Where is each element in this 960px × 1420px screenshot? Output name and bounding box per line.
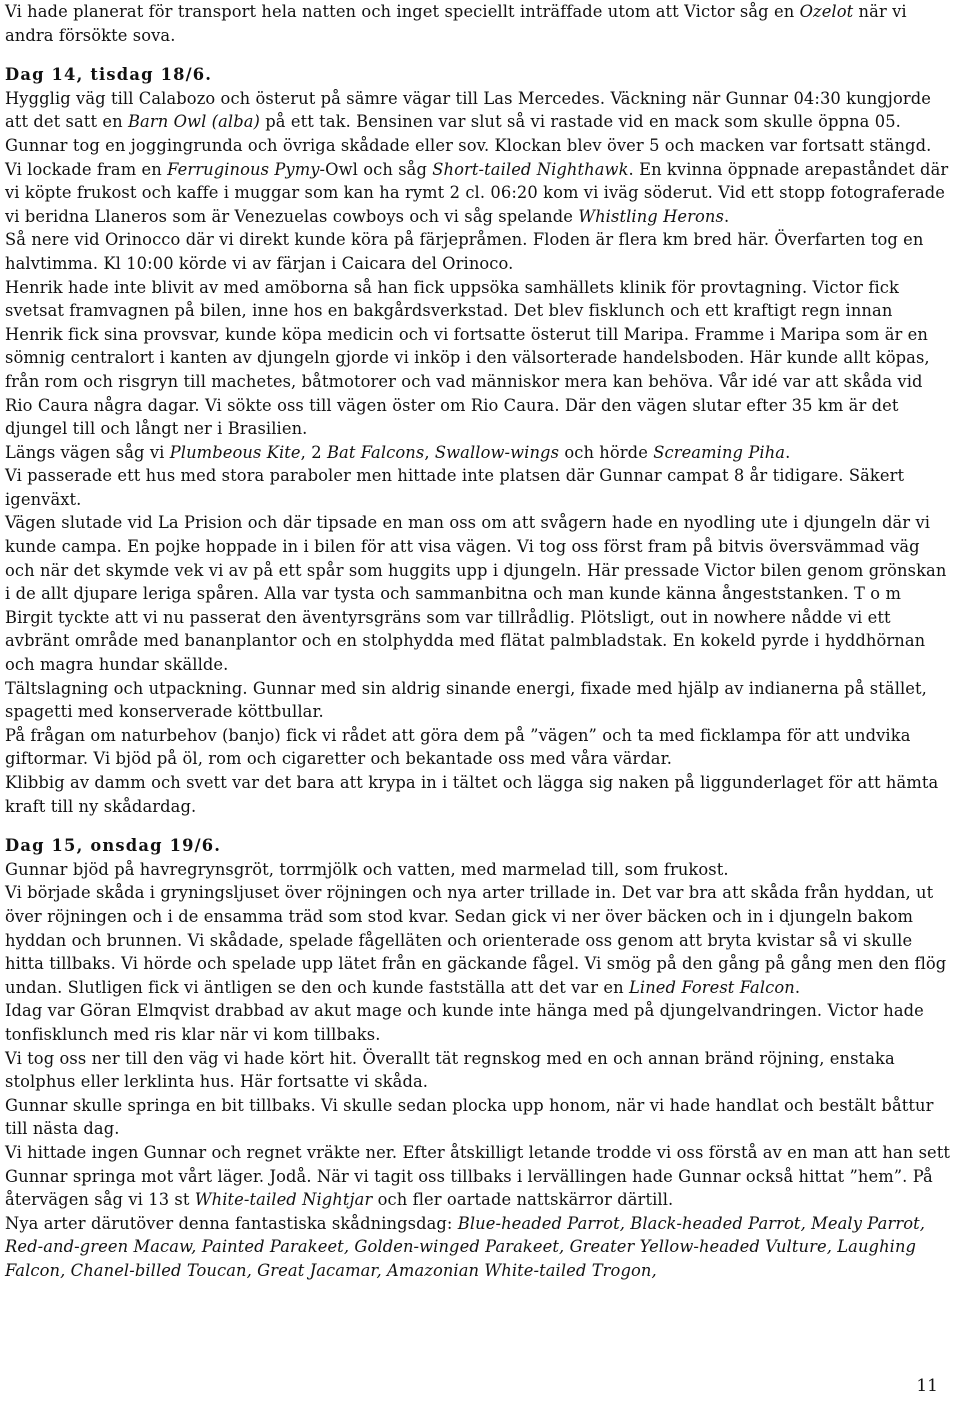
paragraph — [5, 1141, 953, 1212]
species-name: Blue-headed Parrot, Black-headed Parrot, Mealy Parrot, Red-and-green Macaw, Painted Parakeet, Golden-winged Parakeet, Greater Yellow-headed Vulture, Laughing Falcon, Chanel-billed Toucan, Great Jacamar, Amazonian White-tailed Trogon, — [5, 1213, 926, 1280]
text-run: Så nere vid Orinocco där vi direkt kunde köra på färjepråmen. Floden är flera km bred här. Överfarten tog en halvtimma. Kl 10:00 körde vi av färjan i Caicara del Orinoco. — [5, 230, 924, 273]
text-run: På frågan om naturbehov (banjo) fick vi rådet att göra dem på ”vägen” och ta med ficklampa för att undvika giftormar. Vi bjöd på öl, rom och cigaretter och bekantade oss med våra värdar. — [5, 725, 911, 769]
text-run: Dag 15, onsdag 19/6. — [5, 836, 222, 856]
text-run: Gunnar bjöd på havregrynsgröt, torrmjölk och vatten, med marmelad till, som frukost. — [5, 859, 729, 879]
species-name: Plumbeous Kite — [169, 442, 301, 462]
text-run: . En kvinna öppnade arepaståndet där vi köpte frukost och kaffe i muggar som kan ha rymt 2 cl. 06:20 kom vi iväg söderut. Vid ett stopp fotograferade vi beridna Llaneros som är Venezuelas cowboys och vi såg spelande — [5, 159, 949, 226]
paragraph — [5, 1047, 953, 1094]
text-run: Idag var Göran Elmqvist drabbad av akut mage och kunde inte hänga med på djungelvandringen. Victor hade tonfisklunch med ris klar när vi kom tillbaks. — [5, 1001, 924, 1044]
paragraph — [5, 1212, 953, 1283]
paragraph — [5, 464, 953, 511]
text-run: Vi passerade ett hus med stora paraboler men hittade inte platsen där Gunnar campat 8 år tidigare. Säkert igenväxt. — [5, 466, 905, 509]
text-run: Vi tog oss ner till den väg vi hade kört hit. Överallt tät regnskog med en och annan bränd röjning, enstaka stolphus eller lerklinta hus. Här fortsatte vi skåda. — [5, 1048, 895, 1092]
text-run: på ett tak. Bensinen var slut så vi rastade vid en mack som skulle öppna 05. Gunnar tog en joggingrunda och övriga skådade eller sov. Klockan blev över 5 och macken var fortsatt stängd. Vi lockade fram en — [5, 112, 932, 179]
paragraph — [5, 1094, 953, 1141]
species-name: Screaming Piha — [653, 442, 786, 462]
text-run: Klibbig av damm och svett var det bara att krypa in i tältet och lägga sig naken på liggunderlaget för att hämta kraft till ny skådardag. — [5, 773, 939, 816]
species-name: Short-tailed Nighthawk — [432, 159, 629, 179]
species-name: Bat Falcons — [326, 442, 425, 462]
paragraph — [5, 87, 953, 229]
paragraph — [5, 511, 953, 676]
text-run: Hygglig väg till Calabozo och österut på sämre vägar till Las Mercedes. Väckning när Gunnar 04:30 kungjorde att det satt en — [5, 88, 931, 132]
text-run: när vi andra försökte sova. — [5, 2, 907, 45]
text-run: , — [424, 442, 435, 462]
paragraph — [5, 724, 953, 771]
text-run: Vi hade planerat för transport hela natten och inget speciellt inträffade utom att Victor såg en — [5, 2, 800, 21]
text-run: -Owl och såg — [319, 159, 433, 179]
text-run: och hörde — [559, 442, 654, 462]
paragraph — [5, 677, 953, 724]
text-run: Vi hittade ingen Gunnar och regnet vräkte ner. Efter åtskilligt letande trodde vi oss förstå av en man att han sett Gunnar springa mot vårt läger. Jodå. När vi tagit oss tillbaks i lervällingen hade Gunnar också hittat ”hem”. På återvägen såg vi 13 st — [5, 1142, 951, 1210]
day-heading — [5, 834, 953, 858]
text-run: Henrik hade inte blivit av med amöborna så han fick uppsöka samhällets klinik för provtagning. Victor fick svetsat framvagnen på bilen, inne hos en bakgårdsverkstad. Det blev fisklunch och ett kraftigt regn innan Henrik fick sina provsvar, kunde köpa medicin och vi fortsatte österut till Maripa. Framme i Maripa som är en sömnig centralort i kanten av djungeln gjorde vi inköp i den välsorterade handelsboden. Här kunde allt köpas, från rom och risgryn till machetes, båtmotorer och vad människor mera kan behöva. Vår idé var att skåda vid Rio Caura några dagar. Vi sökte oss till vägen öster om Rio Caura. Där den vägen slutar efter 35 km är det djungel till och långt ner i Brasilien. — [5, 277, 930, 439]
text-run: , 2 — [300, 442, 327, 462]
body-text — [5, 0, 953, 1282]
paragraph — [5, 858, 953, 882]
species-name: Swallow-wings — [434, 442, 560, 462]
paragraph — [5, 881, 953, 999]
paragraph — [5, 276, 953, 441]
text-run: . — [785, 442, 791, 462]
paragraph — [5, 228, 953, 275]
paragraph — [5, 999, 953, 1046]
text-run: och fler oartade nattskärror därtill. — [372, 1190, 674, 1210]
paragraph — [5, 771, 953, 818]
text-run: Dag 14, tisdag 18/6. — [5, 65, 213, 85]
species-name: Whistling Herons — [578, 206, 724, 226]
text-run: Längs vägen såg vi — [5, 442, 170, 462]
text-run: Vägen slutade vid La Prision och där tipsade en man oss om att svågern hade en nyodling ute i djungeln där vi kunde campa. En pojke hoppade in i bilen för att visa vägen. Vi tog oss först fram på bitvis översvämmad väg och när det skymde vek vi av på ett spår som huggits upp i djungeln. Här pressade Victor bilen genom grönskan i de allt djupare leriga spåren. Alla var tysta och sammanbitna och man kunde känna ångeststanken. T o m Birgit tyckte att vi nu passerat den äventyrsgräns som var tillrådlig. Plötsligt, out in nowhere nådde vi ett avbränt område med bananplantor och en stolphydda med flätat palmbladstak. En kokeld pyrde i hyddhörnan och magra hundar skällde. — [5, 513, 947, 675]
text-run: Vi började skåda i gryningsljuset över röjningen och nya arter trillade in. Det var bra att skåda från hyddan, ut över röjningen och i de ensamma träd som stod kvar. Sedan gick vi ner över bäcken och in i djungeln bakom hyddan och brunnen. Vi skådade, spelade fågelläten och orienterade oss genom att bryta kvistar så vi skulle hitta tillbaks. Vi hörde och spelade upp lätet från en gäckande fågel. Vi smög på den gång på gång men den flög undan. Slutligen fick vi äntligen se den och kunde fastställa att det var en — [5, 883, 947, 997]
day-heading — [5, 63, 953, 87]
species-name: Ferruginous Pymy — [167, 159, 320, 179]
text-run: Gunnar skulle springa en bit tillbaks. Vi skulle sedan plocka upp honom, när vi hade handlat och bestält båttur till nästa dag. — [5, 1095, 934, 1139]
paragraph — [5, 0, 953, 47]
text-run: Nya arter därutöver denna fantastiska skådningsdag: — [5, 1213, 458, 1233]
species-name: Ozelot — [799, 2, 854, 21]
species-name: Barn Owl (alba) — [127, 112, 260, 132]
paragraph — [5, 441, 953, 465]
species-name: White-tailed Nightjar — [194, 1190, 373, 1210]
text-run: . — [794, 977, 801, 997]
page-number: 11 — [916, 1376, 938, 1396]
text-run: Tältslagning och utpackning. Gunnar med sin aldrig sinande energi, fixade med hjälp av indianerna på stället, spagetti med konserverade köttbullar. — [5, 678, 927, 722]
text-run: . — [723, 206, 730, 226]
species-name: Lined Forest Falcon — [628, 977, 795, 997]
